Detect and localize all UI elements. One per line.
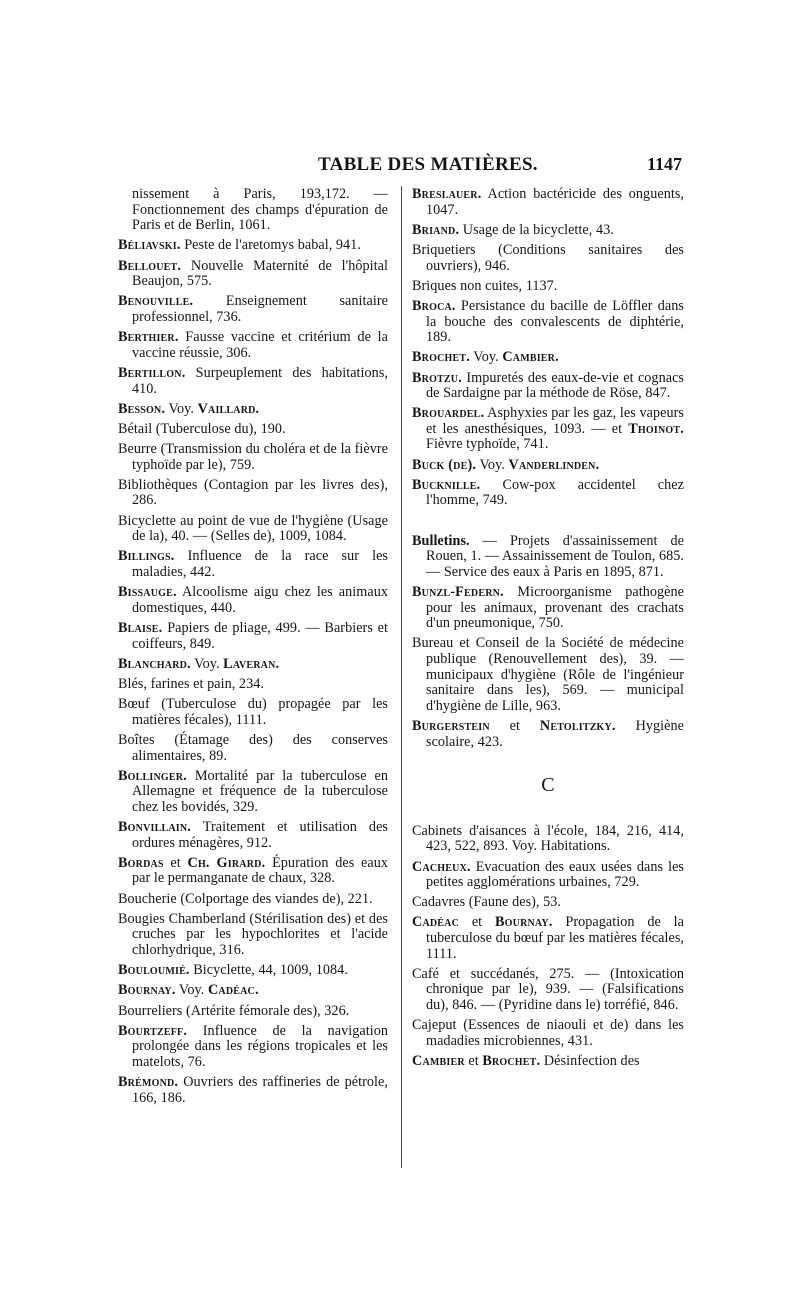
index-entry xyxy=(118,478,388,509)
entry-text: Influence de la navigation prolongée dans les régions tropicales et les matelots, 76. xyxy=(132,1022,388,1070)
index-entry xyxy=(118,330,388,361)
index-entry xyxy=(412,406,684,453)
entry-text: et xyxy=(459,914,495,931)
page-title: TABLE DES MATIÈRES. xyxy=(318,154,538,175)
entry-name: Bordas xyxy=(118,854,164,871)
entry-text: Café et succédanés, 275. — (Intoxication chronique par le), 939. — (Falsifications du), 846. — (Pyridine dans le) torréfié, 846. xyxy=(412,965,684,1014)
index-entry xyxy=(118,187,388,234)
entry-text: Voy. xyxy=(469,349,503,366)
entry-text: Beurre (Transmission du choléra et de la fièvre typhoïde par le), 759. xyxy=(118,441,388,473)
entry-text: Ouvriers des raffineries de pétrole, 166, 186. xyxy=(132,1074,388,1106)
index-entry xyxy=(118,677,388,693)
entry-name: Brochet. xyxy=(482,1053,541,1069)
entry-name: Cambier xyxy=(412,1053,465,1069)
entry-name: Bonvillain. xyxy=(118,819,191,836)
entry-name: Netolitzky. xyxy=(539,717,616,734)
index-entry xyxy=(118,422,388,438)
entries-b-bulletins xyxy=(412,534,684,751)
entry-name: Buck (de). xyxy=(412,456,477,473)
entry-text: Papiers de pliage, 499. — Barbiers et coiffeurs, 849. xyxy=(132,619,388,652)
entry-text: Bibliothèques (Contagion par les livres des), 286. xyxy=(118,476,388,509)
entry-name: Burgerstein xyxy=(412,717,490,734)
entry-name: Briand. xyxy=(412,221,460,238)
entry-text: Briquetiers (Conditions sanitaires des ouvriers), 946. xyxy=(412,241,684,274)
entry-text: Voy. xyxy=(165,400,198,417)
entry-text: Épuration des eaux par le permanganate de chaux, 328. xyxy=(132,854,388,887)
page-number: 1147 xyxy=(646,154,682,174)
entry-text: Désinfection des xyxy=(540,1053,640,1069)
index-entry xyxy=(118,585,388,616)
entry-text: Bicyclette au point de vue de l'hygiène (Usage de la), 40. — (Selles de), 1009, 1084. xyxy=(118,512,388,545)
entry-text: Bureau et Conseil de la Société de médecine publique (Renouvellement des), 39. — municipaux d'hygiène (Rôle de l'ingénieur sanitaire dans les), 569. — municipal d'hygiène de Lille, 963. xyxy=(412,635,684,714)
entry-text: — Projets d'assainissement de Rouen, 1. — Assainissement de Toulon, 685. — Service des eaux à Paris en 1895, 871. xyxy=(426,532,684,580)
index-entry xyxy=(118,769,388,816)
index-entry xyxy=(118,657,388,673)
index-entry xyxy=(118,697,388,728)
entry-name: Bellouet. xyxy=(118,257,182,274)
entry-name: Brotzu. xyxy=(412,369,462,386)
index-entry xyxy=(118,892,388,908)
entry-text: Peste de l'aretomys babal, 941. xyxy=(180,237,361,254)
entry-text: Voy. xyxy=(476,456,509,473)
entry-name: Billings. xyxy=(118,548,175,565)
entry-name: Brochet. xyxy=(412,349,470,366)
page-header xyxy=(0,150,800,180)
entry-text: Hygiène scolaire, 423. xyxy=(426,717,684,750)
entry-name: Bournay. xyxy=(495,914,553,931)
index-entry xyxy=(118,442,388,473)
entry-text: Cajeput (Essences de niaouli et de) dans les madadies microbiennes, 431. xyxy=(412,1017,684,1049)
entry-text: Usage de la bicyclette, 43. xyxy=(459,221,614,238)
entry-text: Cow-pox accidentel chez l'homme, 749. xyxy=(426,476,684,509)
entry-name: Ch. Girard. xyxy=(187,854,266,871)
entry-text: et xyxy=(489,717,540,734)
entry-text: Briques non cuites, 1137. xyxy=(412,277,558,294)
entry-text: Voy. xyxy=(190,655,224,672)
index-entry xyxy=(412,585,684,632)
entry-name: Besson. xyxy=(118,400,166,417)
index-entry xyxy=(412,458,684,474)
index-entry xyxy=(412,1054,684,1070)
entry-name: Brémond. xyxy=(118,1074,179,1091)
entry-name: Thoinot. xyxy=(628,420,684,437)
index-entry xyxy=(412,895,684,911)
index-entry xyxy=(118,1024,388,1071)
entry-name: Bunzl-Federn. xyxy=(412,584,504,600)
section-letter-c: C xyxy=(541,774,555,797)
entry-name: Vanderlinden. xyxy=(508,456,600,473)
index-entry xyxy=(412,824,684,855)
index-entry xyxy=(118,733,388,764)
index-entry xyxy=(118,856,388,887)
spacer xyxy=(412,514,684,534)
entry-text: Blés, farines et pain, 234. xyxy=(118,675,264,692)
entry-text: Fièvre typhoïde, 741. xyxy=(426,436,549,453)
column-divider xyxy=(401,186,402,1168)
entry-text: Bougies Chamberland (Stérilisation des) et des cruches par les hypochlorites et l'acide chlorhydrique, 316. xyxy=(118,910,388,958)
entry-name: Béliavski. xyxy=(118,237,181,254)
entries-b xyxy=(412,187,684,509)
entry-name: Cadéac xyxy=(412,914,460,931)
entry-name: Bissauge. xyxy=(118,584,177,601)
entry-name: Broca. xyxy=(412,297,456,314)
index-entry xyxy=(412,1018,684,1049)
entry-text: Asphyxies par les gaz, les vapeurs et les anesthésiques, 1093. — et xyxy=(426,405,684,437)
index-entry xyxy=(118,963,388,979)
index-entry xyxy=(412,299,684,346)
entry-text: Bétail (Tuberculose du), 190. xyxy=(118,420,286,437)
entry-text: Action bactéricide des onguents, 1047. xyxy=(426,186,684,218)
index-entry xyxy=(118,514,388,545)
entry-text: Cabinets d'aisances à l'école, 184, 216, 414, 423, 522, 893. Voy. Habitations. xyxy=(412,822,684,855)
entry-text: Cadavres (Faune des), 53. xyxy=(412,894,561,911)
index-entry xyxy=(118,402,388,418)
entry-text: Bœuf (Tuberculose du) propagée par les matières fécales), 1111. xyxy=(118,696,388,728)
index-entry xyxy=(118,820,388,851)
entry-text: Alcoolisme aigu chez les animaux domestiques, 440. xyxy=(132,584,388,616)
index-entry xyxy=(412,915,684,962)
entry-text: Enseignement sanitaire professionnel, 736. xyxy=(132,293,388,325)
index-entry xyxy=(118,238,388,254)
index-entry xyxy=(118,549,388,580)
index-entry xyxy=(412,187,684,218)
entry-text: et xyxy=(464,1053,483,1069)
entry-text: Traitement et utilisation des ordures ménagères, 912. xyxy=(132,819,388,851)
entry-text: Persistance du bacille de Löffler dans la bouche des convalescents de diphtérie, 189. xyxy=(426,297,684,346)
entry-text: et xyxy=(163,854,188,871)
entry-text: Surpeuplement des habitations, 410. xyxy=(132,364,388,397)
entry-text: Bourreliers (Artérite fémorale des), 326. xyxy=(118,1002,350,1019)
entry-text: Microorganisme pathogène pour les animaux, provenant des crachats d'un pneumonique, 750. xyxy=(426,584,684,632)
entry-name: Cacheux. xyxy=(412,858,471,875)
entry-name: Laveran. xyxy=(223,655,280,672)
entry-name: Bucknille. xyxy=(412,476,481,493)
entry-text: Fausse vaccine et critérium de la vaccine réussie, 306. xyxy=(132,329,388,361)
entry-name: Brouardel. xyxy=(412,405,485,422)
index-entry xyxy=(118,366,388,397)
entry-name: Bollinger. xyxy=(118,767,187,784)
entry-name: Vaillard. xyxy=(197,400,260,417)
entry-name: Bourtzeff. xyxy=(118,1022,188,1039)
entry-text: Boucherie (Colportage des viandes de), 221. xyxy=(118,890,373,907)
entry-name: Breslauer. xyxy=(412,186,482,202)
entries-c xyxy=(412,824,684,1070)
entry-text: Voy. xyxy=(175,982,208,999)
entry-text: Evacuation des eaux usées dans les petites agglomérations urbaines, 729. xyxy=(426,858,684,891)
entry-text: Nouvelle Maternité de l'hôpital Beaujon, 575. xyxy=(132,257,388,290)
entry-name: Blanchard. xyxy=(118,655,191,672)
index-entry xyxy=(412,636,684,714)
entry-name: Benouville. xyxy=(118,293,194,310)
index-entry xyxy=(412,719,684,750)
entry-text: Bicyclette, 44, 1009, 1084. xyxy=(189,962,348,979)
right-column xyxy=(412,187,684,1074)
index-entry xyxy=(412,279,684,295)
entry-text: Boîtes (Étamage des) des conserves alimentaires, 89. xyxy=(118,731,388,764)
entry-name: Cadéac. xyxy=(207,982,259,999)
index-entry xyxy=(118,1075,388,1106)
entry-text: Mortalité par la tuberculose en Allemagne et fréquence de la tuberculose chez les bovidés, 329. xyxy=(132,767,388,815)
left-column xyxy=(118,187,388,1111)
index-entry xyxy=(412,371,684,402)
index-entry xyxy=(412,223,684,239)
index-entry xyxy=(412,860,684,891)
entry-text: Influence de la race sur les maladies, 442. xyxy=(132,548,388,580)
index-entry xyxy=(412,478,684,509)
entry-name: Bouloumié. xyxy=(118,962,190,979)
index-entry xyxy=(412,243,684,274)
index-entry xyxy=(118,621,388,652)
entry-text: nissement à Paris, 193,172. — Fonctionnement des champs d'épuration de Paris et de Berlin, 1061. xyxy=(132,186,388,234)
index-entry xyxy=(412,967,684,1014)
entry-name: Bertillon. xyxy=(118,364,186,381)
index-entry xyxy=(118,1004,388,1020)
entry-name: Cambier. xyxy=(502,349,559,366)
index-entry xyxy=(118,294,388,325)
entry-name: Bournay. xyxy=(118,982,176,999)
entry-text: Impuretés des eaux-de-vie et cognacs de Sardaigne par la méthode de Röse, 847. xyxy=(426,369,684,402)
entry-name: Berthier. xyxy=(118,329,179,346)
index-entry xyxy=(412,350,684,366)
index-entry xyxy=(118,983,388,999)
index-entry xyxy=(412,534,684,581)
entry-name: Blaise. xyxy=(118,619,163,636)
entry-text: Propagation de la tuberculose du bœuf par les matières fécales, 1111. xyxy=(426,914,684,962)
index-entry xyxy=(118,912,388,959)
index-entry xyxy=(118,259,388,290)
entry-name: Bulletins. xyxy=(412,532,470,549)
